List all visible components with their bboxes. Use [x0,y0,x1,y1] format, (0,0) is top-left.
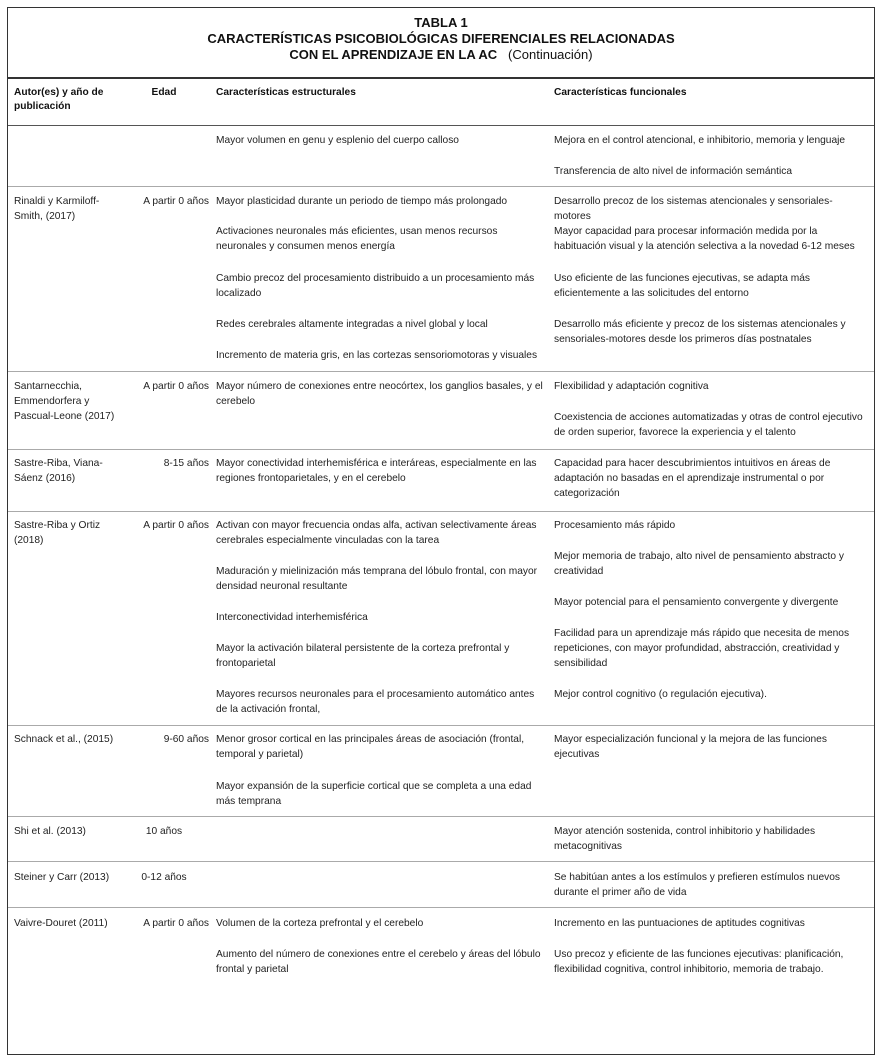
row-divider [8,511,874,512]
row-0-structural-0: Mayor volumen en genu y esplenio del cuerpo calloso [216,135,459,146]
continuation-label: (Continuación) [508,47,593,62]
row-7-age: 0-12 años [141,872,187,883]
row-1-structural-0: Mayor plasticidad durante un periodo de tiempo más prolongado [216,196,508,207]
row-4-functional-4: Mejor control cognitivo (o regulación ejecutiva). [554,689,767,700]
row-8-structural-1: Aumento del número de conexiones entre el cerebelo y áreas del lóbulo frontal y parietal [216,949,541,975]
row-2-functional-0: Flexibilidad y adaptación cognitiva [554,381,709,392]
row-1-functional-3: Desarrollo más eficiente y precoz de los sistemas atencionales y sensoriales-motores desde los primeros días postnatales [554,319,846,345]
row-4-structural-2: Interconectividad interhemisférica [216,612,368,623]
row-5-author: Schnack et al., (2015) [14,734,114,745]
row-4-structural-0: Activan con mayor frecuencia ondas alfa, activan selectivamente áreas cerebrales especialmente vinculadas con la tarea [216,520,537,546]
row-2-age: A partir 0 años [143,381,209,392]
row-6-author: Shi et al. (2013) [14,826,86,837]
row-5-structural-1: Mayor expansión de la superficie cortical que se completa a una edad más temprana [216,781,532,807]
table-frame [7,7,875,1055]
row-2-author: Santarnecchia, Emmendorfera y Pascual-Leone (2017) [14,381,115,422]
row-divider [8,371,874,372]
row-3-age: 8-15 años [163,458,209,469]
table-title-line-2: CON EL APRENDIZAJE EN LA AC (Continuación) [289,47,593,62]
row-divider [8,186,874,187]
row-1-author: Rinaldi y Karmiloff-Smith, (2017) [14,196,100,222]
row-1-age: A partir 0 años [143,196,209,207]
row-5-structural-0: Menor grosor cortical en las principales áreas de asociación (frontal, temporal y parietal) [216,734,525,760]
row-4-author: Sastre-Riba y Ortiz (2018) [14,520,101,546]
row-divider [8,449,874,450]
row-4-age: A partir 0 años [143,520,209,531]
header-age: Edad [151,87,177,98]
header-structural: Características estructurales [216,87,356,98]
row-8-structural-0: Volumen de la corteza prefrontal y el cerebelo [216,918,424,929]
row-4-functional-2: Mayor potencial para el pensamiento convergente y divergente [554,597,839,608]
row-1-structural-2: Cambio precoz del procesamiento distribuido a un procesamiento más localizado [216,273,535,299]
row-1-functional-1: Mayor capacidad para procesar información medida por la habituación visual y la atención selectiva a la novedad 6-12 meses [554,226,855,252]
row-divider [8,725,874,726]
row-4-structural-3: Mayor la activación bilateral persistente de la corteza prefrontal y frontoparietal [216,643,510,669]
row-4-functional-1: Mejor memoria de trabajo, alto nivel de pensamiento abstracto y creatividad [554,551,844,577]
header-author: Autor(es) y año de publicación [14,87,104,112]
row-8-functional-0: Incremento en las puntuaciones de aptitudes cognitivas [554,918,805,929]
row-4-functional-0: Procesamiento más rápido [554,520,676,531]
row-divider [8,861,874,862]
title-divider [8,77,874,79]
row-1-structural-3: Redes cerebrales altamente integradas a nivel global y local [216,319,488,330]
row-7-author: Steiner y Carr (2013) [14,872,110,883]
row-6-age: 10 años [145,826,183,837]
row-1-functional-2: Uso eficiente de las funciones ejecutivas, se adapta más eficientemente a las solicitudes del entorno [554,273,810,299]
row-0-functional-1: Transferencia de alto nivel de información semántica [554,166,793,177]
table-title-line-1: CARACTERÍSTICAS PSICOBIOLÓGICAS DIFERENCIALES RELACIONADAS [207,31,675,46]
row-1-structural-1: Activaciones neuronales más eficientes, usan menos recursos neuronales y consumen menos energía [216,226,498,252]
row-2-structural-0: Mayor número de conexiones entre neocórtex, los ganglios basales, y el cerebelo [216,381,543,407]
row-4-structural-1: Maduración y mielinización más temprana del lóbulo frontal, con mayor densidad neuronal resultante [216,566,538,592]
row-4-structural-4: Mayores recursos neuronales para el procesamiento automático antes de la activación frontal, [216,689,535,715]
header-divider [8,125,874,126]
row-3-structural-0: Mayor conectividad interhemisférica e interáreas, especialmente en las regiones frontoparietales, y en el cerebelo [216,458,537,484]
row-7-functional-0: Se habitúan antes a los estímulos y prefieren estímulos nuevos durante el primer año de vida [554,872,840,898]
row-1-functional-0: Desarrollo precoz de los sistemas atencionales y sensoriales-motores [554,196,833,222]
row-8-functional-1: Uso precoz y eficiente de las funciones ejecutivas: planificación, flexibilidad cognitiva, control inhibitorio, memoria de trabajo. [554,949,844,975]
table-number: TABLA 1 [414,15,468,30]
row-5-functional-0: Mayor especialización funcional y la mejora de las funciones ejecutivas [554,734,827,760]
table-title [8,8,874,63]
row-3-functional-0: Capacidad para hacer descubrimientos intuitivos en áreas de adaptación no basadas en el aprendizaje instrumental o por categorización [554,458,831,499]
row-3-author: Sastre-Riba, Viana-Sáenz (2016) [14,458,103,484]
row-divider [8,907,874,908]
header-functional: Características funcionales [554,87,687,98]
row-divider [8,816,874,817]
row-2-functional-1: Coexistencia de acciones automatizadas y otras de control ejecutivo de orden superior, favorece la experiencia y el talento [554,412,863,438]
row-4-functional-3: Facilidad para un aprendizaje más rápido que necesita de menos repeticiones, con mayor profundidad, abstracción, creatividad y sensibilidad [554,628,850,669]
row-5-age: 9-60 años [163,734,209,745]
row-8-author: Vaivre-Douret (2011) [14,918,108,929]
row-8-age: A partir 0 años [143,918,209,929]
row-0-functional-0: Mejora en el control atencional, e inhibitorio, memoria y lenguaje [554,135,846,146]
row-1-structural-4: Incremento de materia gris, en las cortezas sensoriomotoras y visuales [216,350,538,361]
row-6-functional-0: Mayor atención sostenida, control inhibitorio y habilidades metacognitivas [554,826,816,852]
